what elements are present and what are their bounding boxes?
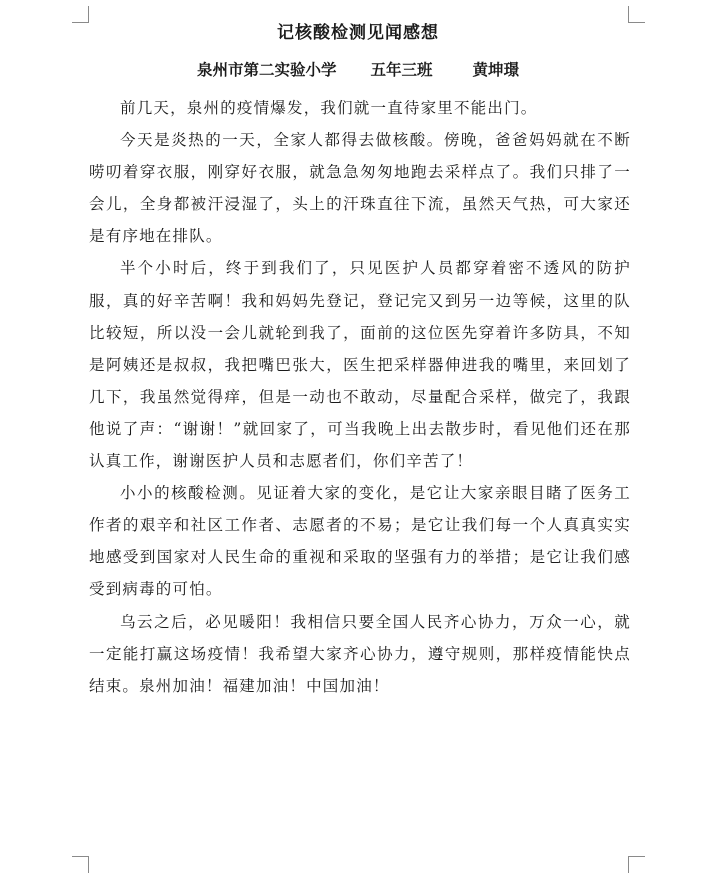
document-body: [89, 92, 631, 702]
document-title: 记核酸检测见闻感想: [277, 23, 439, 43]
byline-school: 泉州市第二实验小学: [196, 60, 337, 79]
page-corner-mark-top-left: [72, 6, 89, 23]
page-corner-mark-bottom-left: [72, 856, 89, 873]
paragraph: 前几天，泉州的疫情爆发，我们就一直待家里不能出门。: [120, 99, 538, 117]
byline-class: 五年三班: [370, 60, 433, 79]
byline-author: 黄坤璟: [472, 60, 520, 79]
page-corner-mark-top-right: [628, 6, 645, 23]
paragraph: 半个小时后，终于到我们了，只见医护人员都穿着密不透风的防护服，真的好辛苦啊！我和妈妈先登记，登记完又到另一边等候，这里的队比较短，所以没一会儿就轮到我了，面前的这位医先穿着许多防具，不知是阿姨还是叔叔，我把嘴巴张大，医生把采样器伸进我的嘴里，来回划了几下，我虽然觉得痒，但是一动也不敢动，尽量配合采样，做完了，我跟他说了声：“谢谢！”就回家了，可当我晚上出去散步时，看见他们还在那认真工作，谢谢医护人员和志愿者们，你们辛苦了！: [89, 259, 631, 471]
byline: [88, 58, 628, 80]
paragraph: 小小的核酸检测。见证着大家的变化，是它让大家亲眼目睹了医务工作者的艰辛和社区工作者、志愿者的不易；是它让我们每一个人真真实实地感受到国家对人民生命的重视和采取的坚强有力的举措；是它让我们感受到病毒的可怕。: [89, 484, 631, 599]
page-corner-mark-bottom-right: [628, 856, 645, 873]
paragraph: 今天是炎热的一天，全家人都得去做核酸。傍晚，爸爸妈妈就在不断唠叨着穿衣服，刚穿好衣服，就急急匆匆地跑去采样点了。我们只排了一会儿，全身都被汗浸湿了，头上的汗珠直往下流，虽然天气热，可大家还是有序地在排队。: [89, 131, 631, 246]
paragraph: 乌云之后，必见暖阳！我相信只要全国人民齐心协力，万众一心，就一定能打赢这场疫情！我希望大家齐心协力，遵守规则，那样疫情能快点结束。泉州加油！福建加油！中国加油！: [89, 612, 631, 695]
